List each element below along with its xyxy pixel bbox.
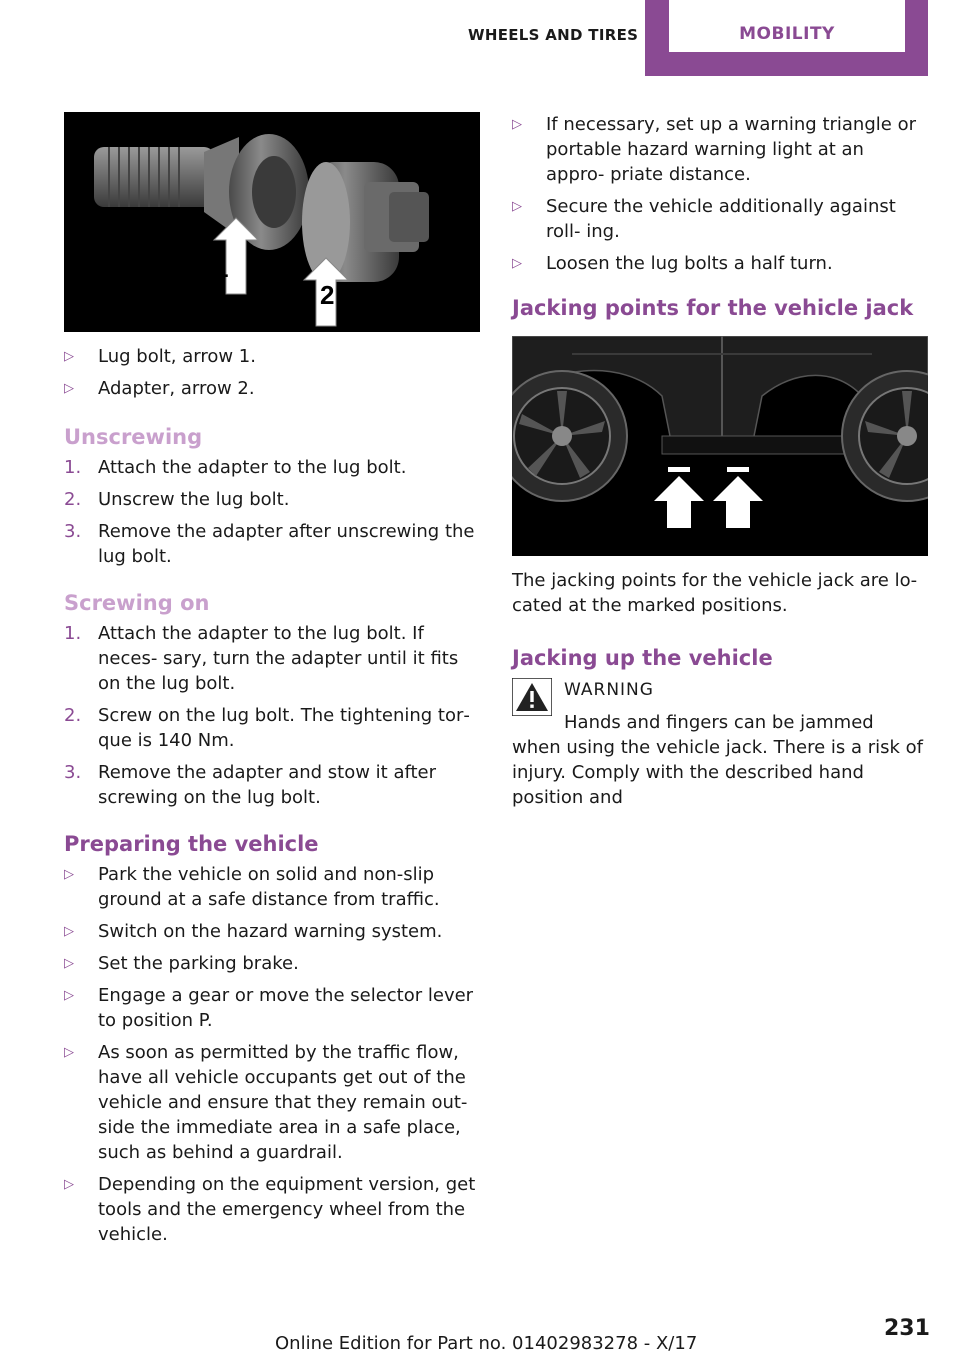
bullet-icon: ▷ xyxy=(64,381,74,396)
bullet-icon: ▷ xyxy=(64,924,74,939)
right-column xyxy=(512,112,928,810)
list-item: 1. Attach the adapter to the lug bolt. If neces‐ sary, turn the adapter until it fits on the lug bolt. xyxy=(64,623,459,694)
list-item: 2. Screw on the lug bolt. The tightening tor‐ que is 140 Nm. xyxy=(64,705,470,751)
arrow-1-label: 1 xyxy=(214,253,229,283)
heading-unscrewing: Unscrewing xyxy=(64,425,203,449)
footer-edition: Online Edition for Part no. 01402983278 - X/17 xyxy=(275,1333,698,1354)
list-item: ▷ Loosen the lug bolts a half turn. xyxy=(512,253,833,274)
bullet-icon: ▷ xyxy=(64,1177,74,1192)
figure-legend xyxy=(64,344,480,401)
jacking-points-text: The jacking points for the vehicle jack are lo‐ cated at the marked positions. xyxy=(512,570,918,616)
lug-bolt-figure xyxy=(64,112,480,332)
list-item: 2. Unscrew the lug bolt. xyxy=(64,489,290,510)
screwing-steps xyxy=(64,621,480,810)
heading-jacking-up: Jacking up the vehicle xyxy=(512,646,773,670)
bullet-icon: ▷ xyxy=(64,349,74,364)
bullet-icon: ▷ xyxy=(64,988,74,1003)
list-item: ▷ Engage a gear or move the selector lever to position P. xyxy=(64,985,474,1031)
bullet-icon: ▷ xyxy=(512,199,522,214)
heading-jacking-points: Jacking points for the vehicle jack xyxy=(512,296,914,320)
list-item: 3. Remove the adapter after unscrewing the lug bolt. xyxy=(64,521,475,567)
list-item: ▷ Park the vehicle on solid and non-slip ground at a safe distance from traffic. xyxy=(64,864,440,910)
arrow-2-label: 2 xyxy=(320,280,335,310)
warning-box xyxy=(512,678,928,810)
header-chapter: MOBILITY xyxy=(669,0,905,52)
list-item: ▷ As soon as permitted by the traffic flow, have all vehicle occupants get out of the vehicle and ensure that they remain out‐ side the immediate area in a safe place, such as behind a guardrail. xyxy=(64,1042,468,1163)
heading-screwing-on: Screwing on xyxy=(64,591,210,615)
bullet-icon: ▷ xyxy=(64,867,74,882)
bullet-icon: ▷ xyxy=(512,256,522,271)
left-column xyxy=(64,112,480,1254)
list-item: ▷ Secure the vehicle additionally against roll‐ ing. xyxy=(512,196,896,242)
list-item: ▷ Lug bolt, arrow 1. xyxy=(64,346,256,367)
heading-preparing-vehicle: Preparing the vehicle xyxy=(64,832,319,856)
bullet-icon: ▷ xyxy=(64,956,74,971)
header-chapter-tab xyxy=(645,0,928,76)
list-item: ▷ If necessary, set up a warning triangle or portable hazard warning light at an appro‐ priate distance. xyxy=(512,114,916,185)
header-section: WHEELS AND TIRES xyxy=(468,26,639,44)
list-item: ▷ Depending on the equipment version, get tools and the emergency wheel from the vehicle. xyxy=(64,1174,476,1245)
preparing-items xyxy=(64,862,480,1247)
bullet-icon: ▷ xyxy=(512,117,522,132)
warning-label: WARNING xyxy=(564,680,654,700)
warning-text: Hands and fingers can be jammed when using the vehicle jack. There is a risk of injury. Comply with the described hand position and xyxy=(512,712,923,808)
page-number: 231 xyxy=(884,1316,930,1341)
list-item: ▷ Adapter, arrow 2. xyxy=(64,378,255,399)
safety-items xyxy=(512,112,928,276)
warning-icon xyxy=(512,678,552,716)
list-item: ▷ Set the parking brake. xyxy=(64,953,299,974)
bullet-icon: ▷ xyxy=(64,1045,74,1060)
list-item: ▷ Switch on the hazard warning system. xyxy=(64,921,443,942)
unscrewing-steps xyxy=(64,455,480,569)
list-item: 3. Remove the adapter and stow it after screwing on the lug bolt. xyxy=(64,762,437,808)
jacking-points-figure xyxy=(512,336,928,556)
list-item: 1. Attach the adapter to the lug bolt. xyxy=(64,457,407,478)
